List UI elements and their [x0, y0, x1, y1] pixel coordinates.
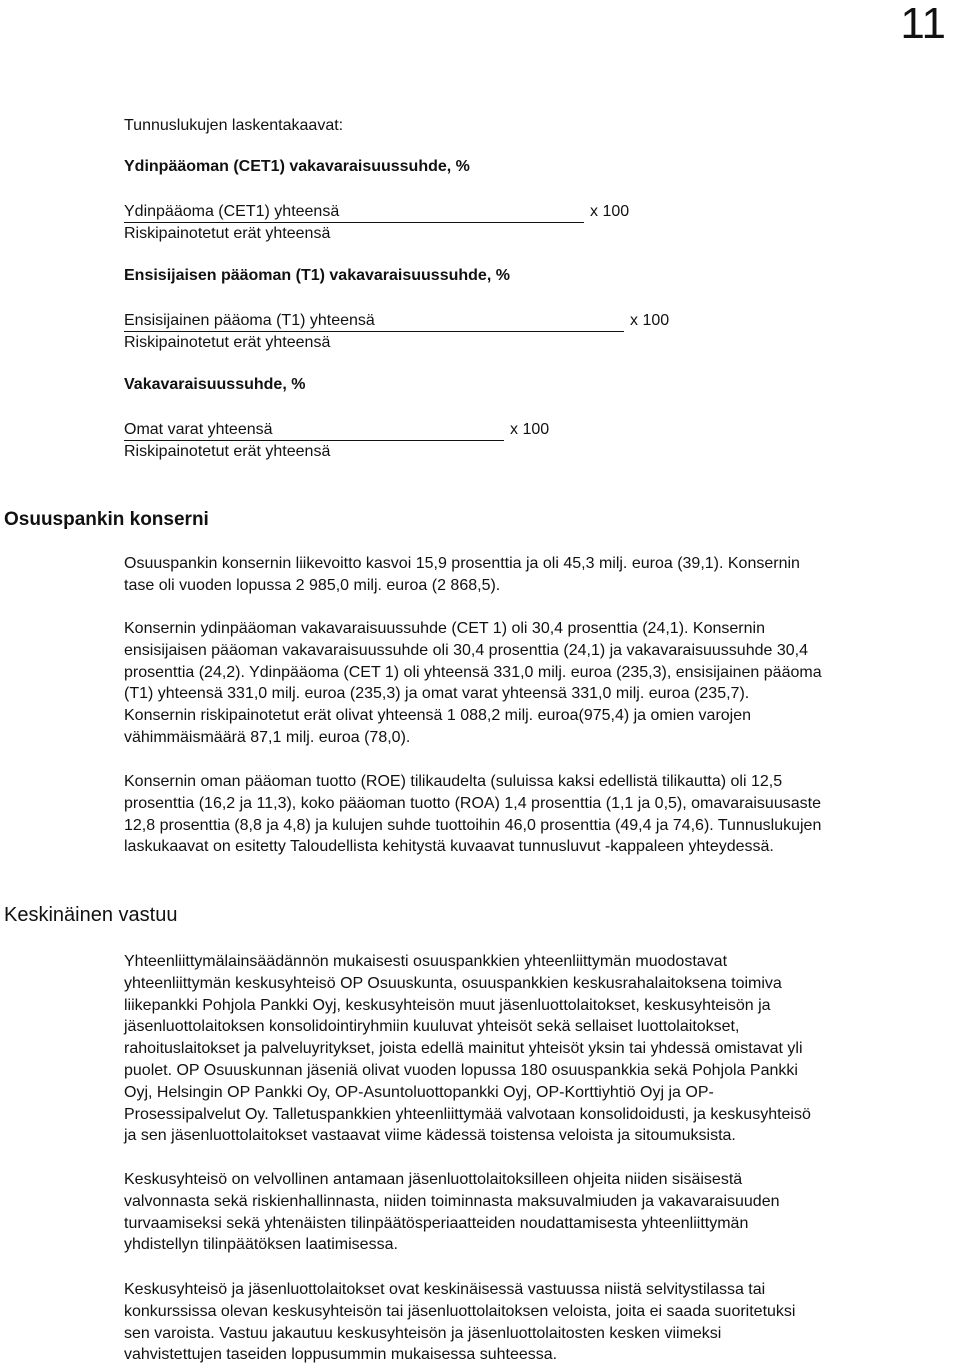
paragraph: Keskusyhteisö ja jäsenluottolaitokset ovat keskinäisessä vastuussa niistä selvitystilassa tai konkurssissa olevan keskusyhteisön tai jäsenluottolaitoksen veloista, joita ei saada suoritetuksi sen varoista. Vastuu jakautuu keskusyhteisön ja jäsenluottolaitosten kesken viimeksi vahvistettujen taseiden loppusummin mukaisessa suhteessa.	[124, 1281, 796, 1364]
paragraph: Konsernin ydinpääoman vakavaraisuussuhde (CET 1) oli 30,4 prosenttia (24,1). Konsernin ensisijaisen pääoman vakavaraisuussuhde oli 30,4 prosenttia (24,1) ja vakavaraisuussuhde 30,4 prosenttia (24,2). Ydinpääoma (CET 1) oli yhteensä 331,0 milj. euroa (235,3), ensisijainen pääoma (T1) yhteensä 331,0 milj. euroa (235,3) ja omat varat yhteensä 331,0 milj. euroa (235,7). Konsernin riskipainotetut erät olivat yhteensä 1 088,2 milj. euroa(975,4) ja omien varojen vähimmäismäärä 87,1 milj. euroa (78,0).	[124, 620, 822, 746]
formula-t1-multiplier: x 100	[630, 312, 670, 329]
formula-t1-numerator: Ensisijainen pääoma (T1) yhteensä	[124, 311, 624, 332]
formula-t1-title: Ensisijaisen pääoman (T1) vakavaraisuussuhde, %	[124, 267, 510, 284]
formulas-intro: Tunnuslukujen laskentakaavat:	[124, 117, 344, 134]
paragraph: Konsernin oman pääoman tuotto (ROE) tilikaudelta (suluissa kaksi edellistä tilikautta) oli 12,5 prosenttia (16,2 ja 11,3), koko pääoman tuotto (ROA) 1,4 prosenttia (1,1 ja 0,5), omavaraisuusaste 12,8 prosenttia (8,8 ja 4,8) ja kulujen suhde tuottoihin 46,0 prosenttia (49,4 ja 74,6). Tunnuslukujen laskukaavat on esitetty Taloudellista kehitystä kuvaavat tunnusluvut -kappaleen yhteydessä.	[124, 773, 822, 856]
paragraph: Osuuspankin konsernin liikevoitto kasvoi 15,9 prosenttia ja oli 45,3 milj. euroa (39,1). Konsernin tase oli vuoden lopussa 2 985,0 milj. euroa (2 868,5).	[124, 555, 800, 594]
formula-cet1-numerator: Ydinpääoma (CET1) yhteensä	[124, 202, 584, 223]
page-number: 11	[900, 0, 946, 48]
formula-total-title: Vakavaraisuussuhde, %	[124, 376, 306, 393]
formula-t1-denominator: Riskipainotetut erät yhteensä	[124, 334, 331, 351]
formula-total-multiplier: x 100	[510, 421, 550, 438]
paragraph: Keskusyhteisö on velvollinen antamaan jäsenluottolaitoksilleen ohjeita niiden sisäisestä valvonnasta sekä riskienhallinnasta, niiden toiminnasta maksuvalmiuden ja vakavaraisuuden turvaamiseksi sekä yhtenäisten tilinpäätösperiaatteiden noudattamisesta yhteenliittymän yhdistellyn tilinpäätöksen laatimisessa.	[124, 1171, 780, 1254]
formula-t1	[124, 310, 669, 354]
formula-total	[124, 419, 549, 463]
formula-cet1-title: Ydinpääoman (CET1) vakavaraisuussuhde, %	[124, 158, 470, 175]
formula-total-numerator: Omat varat yhteensä	[124, 420, 504, 441]
formula-cet1-denominator: Riskipainotetut erät yhteensä	[124, 225, 331, 242]
formula-cet1	[124, 201, 629, 245]
formula-total-denominator: Riskipainotetut erät yhteensä	[124, 443, 331, 460]
formula-cet1-multiplier: x 100	[590, 203, 630, 220]
section-title-keskinainen-vastuu: Keskinäinen vastuu	[4, 904, 178, 926]
paragraph: Yhteenliittymälainsäädännön mukaisesti osuuspankkien yhteenliittymän muodostavat yhteenliittymän keskusyhteisö OP Osuuskunta, osuuspankkien keskusrahalaitoksena toimiva liikepankki Pohjola Pankki Oyj, keskusyhteisön muut jäsenluottolaitokset, keskusyhteisön ja jäsenluottolaitoksen konsolidointiryhmiin kuuluvat yhteisöt sekä sellaiset luottolaitokset, rahoituslaitokset ja palveluyritykset, joista edellä mainitut yhteisöt yksin tai yhdessä omistavat yli puolet. OP Osuuskunnan jäseniä olivat vuoden lopussa 180 osuuspankkia sekä Pohjola Pankki Oyj, Helsingin OP Pankki Oy, OP-Asuntoluottopankki Oyj, OP-Korttiyhtiö Oyj ja OP- Prosessipalvelut Oy. Talletuspankkien yhteenliittymää valvotaan konsolidoidusti, ja keskusyhteisö ja sen jäsenluottolaitokset vastaavat viime kädessä toistensa veloista ja sitoumuksista.	[124, 953, 811, 1145]
section-title-osuuspankin-konserni: Osuuspankin konserni	[4, 509, 209, 530]
